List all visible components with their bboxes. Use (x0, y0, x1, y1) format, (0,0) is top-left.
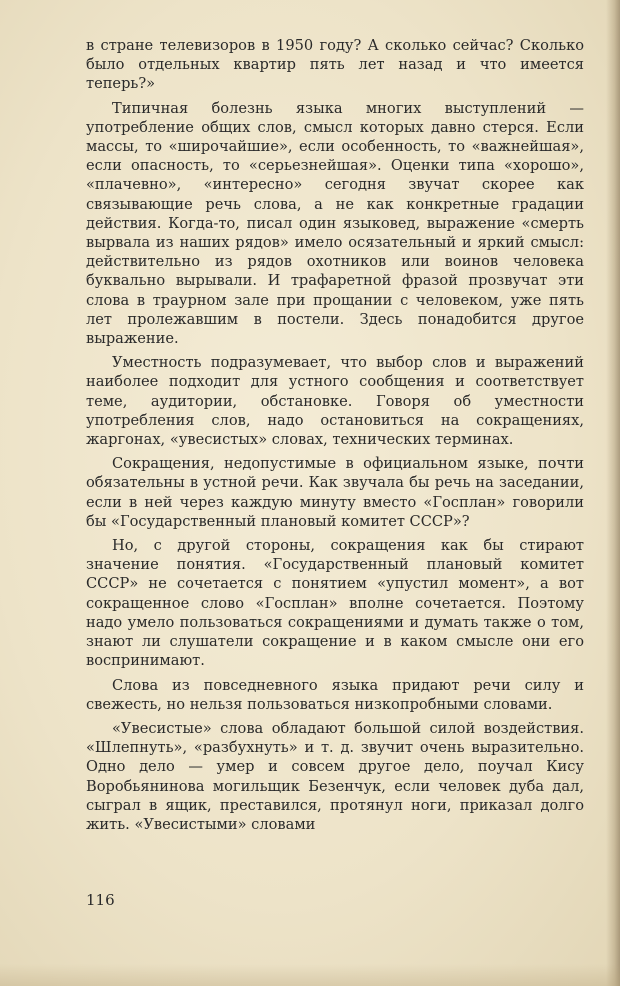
paragraph-everyday-words: Слова из повседневного языка придают речи силу и свежесть, но нельзя пользоваться низкопробными словами. (86, 676, 584, 713)
page-edge-shadow (606, 0, 620, 986)
paragraph-abbreviations: Сокращения, недопустимые в официальном языке, почти обязательны в устной речи. Как звучала бы речь на заседании, если в ней через каждую минуту вместо «Госплан» говорили бы «Государственный плановый комитет СССР»? (86, 455, 584, 530)
page-bottom-shadow (0, 964, 620, 986)
page-body-text (86, 36, 584, 834)
paragraph-appropriateness: Уместность подразумевает, что выбор слов и выражений наиболее подходит для устного сообщения и соответствует теме, аудитории, обстановке. Говоря об уместности употребления слов, надо остановиться на сокращениях, жаргонах, «увесистых» словах, технических терминах. (86, 354, 584, 449)
paragraph-general-words: Типичная болезнь языка многих выступлений — употребление общих слов, смысл которых давно стерся. Если массы, то «широчайшие», если особенность, то «важнейшая», если опасность, то «серьезнейшая». Оценки типа «хорошо», «плачевно», «интересно» сегодня звучат скорее как связывающие речь слова, а не как конкретные градации действия. Когда-то, писал один языковед, выражение «смерть вырвала из наших рядов» имело осязательный и яркий смысл: действительно из рядов охотников или воинов человека буквально вырывали. И трафаретной фразой прозвучат эти слова в траурном зале при прощании с человеком, уже пять лет пролежавшим в постели. Здесь понадобится другое выражение. (86, 99, 584, 348)
paragraph-continuation: в стране телевизоров в 1950 году? А сколько сейчас? Сколько было отдельных квартир пять лет назад и что имеется теперь?» (86, 37, 584, 93)
paragraph-abbreviations-meaning: Но, с другой стороны, сокращения как бы стирают значение понятия. «Государственный плановый комитет СССР» не сочетается с понятием «упустил момент», а вот сокращенное слово «Госплан» вполне сочетается. Поэтому надо умело пользоваться сокращениями и думать также о том, знают ли слушатели сокращение и в каком смысле они его воспринимают. (86, 537, 584, 670)
page-number: 116 (86, 891, 115, 909)
paragraph-weighty-words: «Увесистые» слова обладают большой силой воздействия. «Шлепнуть», «разбухнуть» и т. д. звучит очень выразительно. Одно дело — умер и совсем другое дело, поучал Кису Воробьянинова могильщик Безенчук, если человек дуба дал, сыграл в ящик, преставился, протянул ноги, приказал долго жить. «Увесистыми» словами (86, 719, 584, 833)
